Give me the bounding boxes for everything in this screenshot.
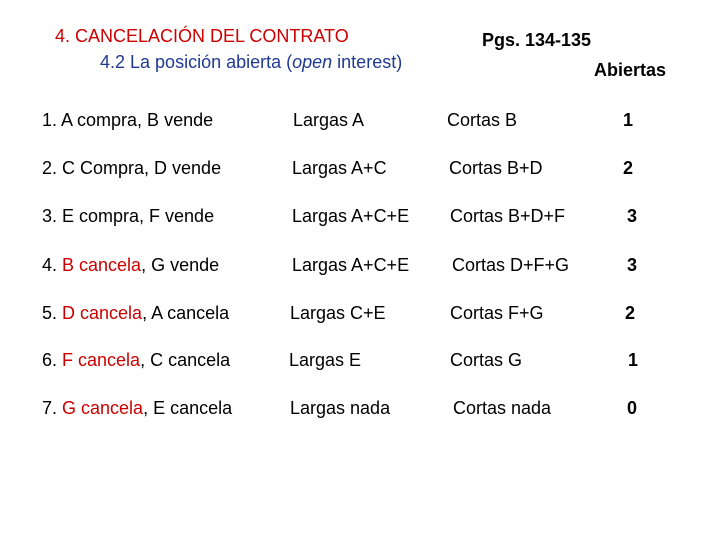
row-abiertas: 1	[623, 110, 634, 130]
row-action	[42, 303, 229, 324]
row-action	[42, 398, 232, 419]
action-cancela: B cancela	[62, 255, 142, 275]
row-cortas: Cortas B	[447, 110, 518, 130]
action-cancela: F cancela	[62, 350, 141, 370]
row-largas: Largas C+E	[290, 303, 386, 323]
row-cortas: Cortas B+D	[449, 158, 543, 178]
row-largas: Largas A+C+E	[292, 255, 410, 275]
page-title: 4. CANCELACIÓN DEL CONTRATO	[55, 26, 349, 46]
page-subtitle	[100, 52, 402, 73]
action-text: 3. E compra, F vende	[42, 206, 215, 226]
subtitle-italic: open	[292, 52, 333, 72]
row-action	[42, 206, 214, 227]
row-largas: Largas A+C	[292, 158, 387, 178]
row-action	[42, 110, 213, 131]
row-abiertas: 3	[627, 255, 638, 275]
row-abiertas: 2	[625, 303, 636, 323]
row-largas: Largas nada	[290, 398, 391, 418]
row-abiertas: 2	[623, 158, 634, 178]
action-number: 4.	[42, 255, 63, 275]
row-cortas: Cortas G	[450, 350, 523, 370]
row-abiertas: 0	[627, 398, 638, 418]
action-rest: , E cancela	[143, 398, 233, 418]
action-text: 1. A compra, B vende	[42, 110, 214, 130]
action-cancela: G cancela	[62, 398, 144, 418]
page-reference: Pgs. 134-135	[482, 30, 592, 50]
row-abiertas: 3	[627, 206, 638, 226]
subtitle-suffix: interest)	[332, 52, 403, 72]
column-header-abiertas: Abiertas	[594, 60, 667, 80]
row-action	[42, 350, 230, 371]
row-cortas: Cortas F+G	[450, 303, 544, 323]
action-text: 2. C Compra, D vende	[42, 158, 222, 178]
row-abiertas: 1	[628, 350, 639, 370]
action-number: 6.	[42, 350, 63, 370]
action-rest: , A cancela	[142, 303, 230, 323]
row-largas: Largas E	[289, 350, 362, 370]
action-number: 5.	[42, 303, 63, 323]
row-action	[42, 255, 219, 276]
row-largas: Largas A	[293, 110, 365, 130]
subtitle-prefix: 4.2 La posición abierta (	[100, 52, 293, 72]
action-cancela: D cancela	[62, 303, 143, 323]
row-cortas: Cortas D+F+G	[452, 255, 570, 275]
action-rest: , C cancela	[140, 350, 231, 370]
row-cortas: Cortas nada	[453, 398, 552, 418]
action-rest: , G vende	[141, 255, 220, 275]
row-action	[42, 158, 221, 179]
row-largas: Largas A+C+E	[292, 206, 410, 226]
action-number: 7.	[42, 398, 63, 418]
row-cortas: Cortas B+D+F	[450, 206, 566, 226]
